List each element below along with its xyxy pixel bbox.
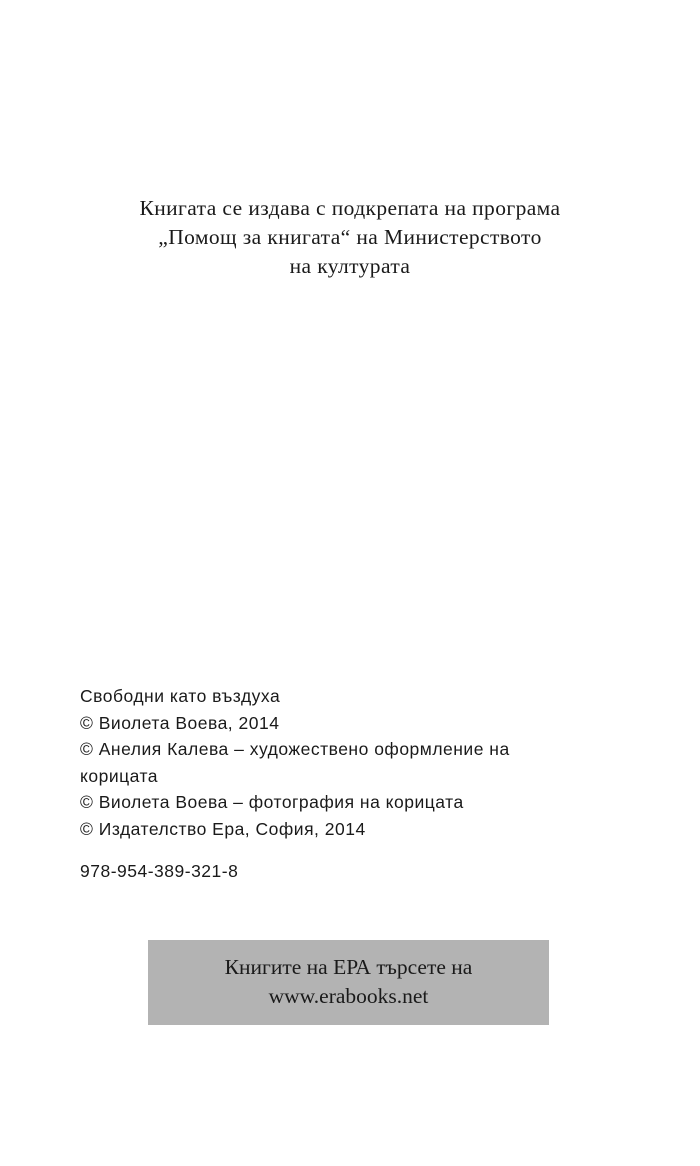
book-title: Свободни като въздуха — [80, 686, 281, 706]
support-note-line: на културата — [289, 254, 411, 278]
copyright-line: © Анелия Калева – художествено оформление на — [80, 739, 510, 759]
support-note-line: „Помощ за книгата“ на Министерството — [158, 225, 542, 249]
isbn: 978-954-389-321-8 — [80, 861, 239, 881]
promo-line: Книгите на ЕРА търсете на — [224, 955, 473, 979]
copyright-line: © Виолета Воева – фотография на корицата — [80, 792, 464, 812]
promo-website: www.erabooks.net — [268, 984, 429, 1008]
copyright-line: © Издателство Ера, София, 2014 — [80, 818, 366, 839]
copyright-credits — [80, 683, 640, 842]
publication-support-note — [40, 194, 660, 281]
support-note-line: Книгата се издава с подкрепата на програма — [139, 196, 561, 220]
publisher-promo-box — [148, 940, 549, 1025]
copyright-line: корицата — [80, 765, 159, 786]
copyright-line: © Виолета Воева, 2014 — [80, 712, 280, 733]
